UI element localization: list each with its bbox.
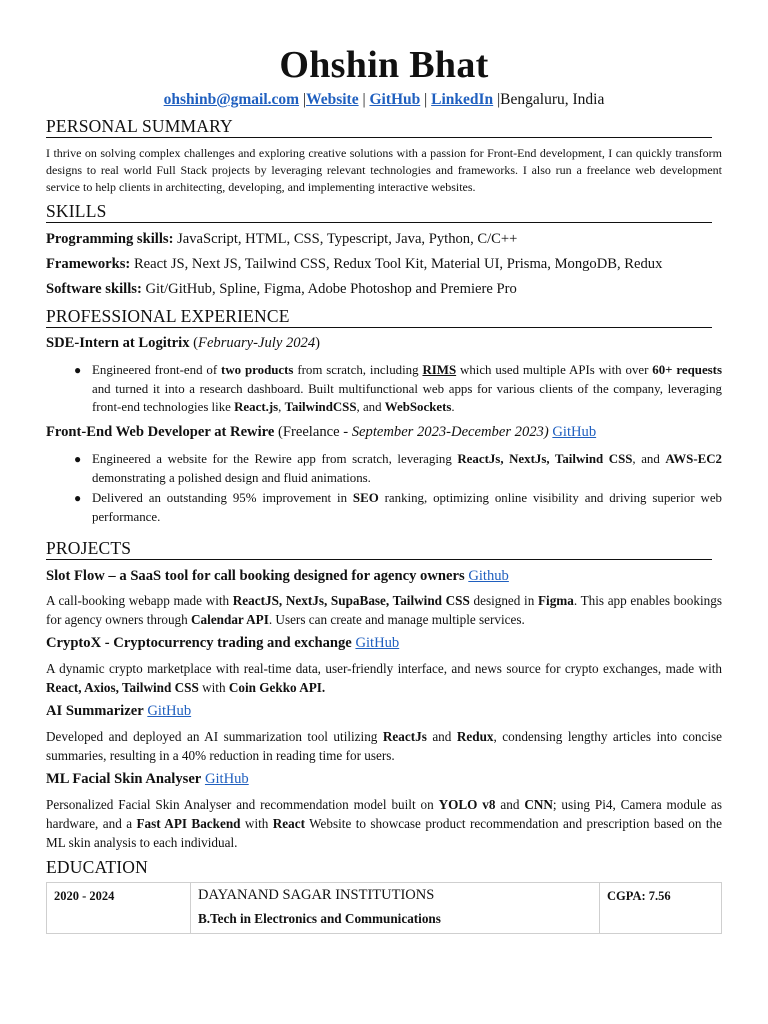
skill-label: Software skills: — [46, 281, 142, 297]
emphasis: TailwindCSS — [284, 400, 357, 414]
bullet-rewire-1 — [74, 450, 722, 487]
website-link[interactable]: Website — [306, 91, 359, 108]
emphasis: AWS-EC2 — [665, 452, 722, 466]
location: Bengaluru, India — [500, 91, 605, 108]
emphasis: WebSockets — [384, 400, 452, 414]
paren: ( — [189, 335, 199, 351]
text: . This app enables bookings for agency owners through — [46, 593, 722, 627]
section-heading-skills: SKILLS — [46, 201, 712, 223]
job-title: SDE-Intern at Logitrix — [46, 335, 190, 351]
skill-value: JavaScript, HTML, CSS, Typescript, Java, Python, C/C++ — [173, 231, 518, 247]
contact-line — [46, 89, 722, 111]
text: Website to showcase product recommendation and prescription based on the ML skin analysis to each individual. — [46, 816, 722, 850]
skill-value: React JS, Next JS, Tailwind CSS, Redux Tool Kit, Material UI, Prisma, MongoDB, Redux — [130, 256, 663, 272]
emphasis: ReactJs, NextJs, Tailwind CSS — [457, 452, 633, 466]
text: from scratch, including — [293, 363, 423, 377]
education-institution: DAYANAND SAGAR INSTITUTIONS — [198, 887, 435, 903]
project-title: Slot Flow – a SaaS tool for call booking designed for agency owners — [46, 568, 465, 584]
bullet-rewire-2 — [74, 489, 722, 526]
project-title-skin-analyser — [46, 769, 249, 789]
emphasis: Fast API Backend — [136, 816, 241, 831]
text: designed in — [469, 593, 538, 608]
rewire-github-link[interactable]: GitHub — [552, 424, 597, 440]
project-link[interactable]: Github — [468, 568, 509, 584]
emphasis: YOLO v8 — [438, 797, 496, 812]
project-title-slotflow — [46, 566, 509, 586]
emphasis: React — [272, 816, 305, 831]
text: and — [426, 729, 457, 744]
job-title-logitrix — [46, 333, 320, 353]
linkedin-link[interactable]: LinkedIn — [431, 91, 494, 108]
emphasis: Calendar API — [191, 612, 269, 627]
skill-value: Git/GitHub, Spline, Figma, Adobe Photoshop and Premiere Pro — [141, 281, 517, 297]
project-desc-summarizer — [46, 727, 722, 765]
summary-text: I thrive on solving complex challenges and exploring creative solutions with a passion for Front-End development, I can quickly transform designs to real world Full Stack projects by leveraging relevant technologies and frameworks. I also run a freelance web development service to help clients in architecting, developing, and implementing interactive websites. — [46, 146, 722, 194]
emphasis: 60+ requests — [652, 363, 722, 377]
emphasis: React, Axios, Tailwind CSS — [46, 680, 199, 695]
text: which used multiple APIs with over — [456, 363, 653, 377]
project-desc-slotflow — [46, 591, 722, 629]
skill-frameworks — [46, 254, 662, 274]
emphasis: RIMS — [422, 363, 457, 377]
text: , and — [632, 452, 666, 466]
freelance: (Freelance - — [274, 424, 352, 440]
project-title-cryptox — [46, 633, 399, 653]
text: with — [198, 680, 229, 695]
section-heading-projects: PROJECTS — [46, 538, 712, 560]
bullet-icon: ● — [74, 491, 82, 505]
job-dates: February-July 2024 — [198, 335, 316, 351]
text: Engineered front-end of — [92, 363, 222, 377]
section-heading-summary: PERSONAL SUMMARY — [46, 116, 712, 138]
emphasis: ReactJS, NextJs, SupaBase, Tailwind CSS — [232, 593, 470, 608]
project-link[interactable]: GitHub — [204, 771, 249, 787]
emphasis: Coin Gekko API. — [228, 680, 326, 695]
project-title: CryptoX - Cryptocurrency trading and exchange — [46, 635, 352, 651]
bullet-icon: ● — [74, 363, 82, 377]
education-cgpa-cell — [600, 883, 721, 933]
text: A dynamic crypto marketplace with real-time data, user-friendly interface, and news source for crypto exchanges, made with — [46, 661, 722, 676]
separator: | — [420, 91, 432, 108]
education-cgpa: CGPA: 7.56 — [607, 889, 671, 903]
education-table — [46, 882, 722, 934]
education-degree: B.Tech in Electronics and Communications — [198, 911, 441, 926]
project-desc-cryptox — [46, 659, 722, 697]
text: A call-booking webapp made with — [46, 593, 233, 608]
paren: ) — [315, 335, 321, 351]
emphasis: Figma — [537, 593, 574, 608]
candidate-name: Ohshin Bhat — [279, 44, 489, 86]
emphasis: ReactJs — [382, 729, 427, 744]
emphasis: CNN — [524, 797, 553, 812]
skill-label: Programming skills: — [46, 231, 174, 247]
text: and — [495, 797, 525, 812]
job-dates: September 2023-December 2023) — [351, 424, 549, 440]
section-heading-education: EDUCATION — [46, 857, 148, 877]
project-desc-skin-analyser — [46, 795, 722, 852]
separator: | — [299, 91, 307, 108]
email-link[interactable]: ohshinb@gmail.com — [163, 91, 300, 108]
emphasis: Redux — [456, 729, 494, 744]
separator: | — [358, 91, 370, 108]
text: ; using Pi4, Camera module as hardware, and a — [46, 797, 722, 831]
skill-programming — [46, 229, 517, 249]
project-link[interactable]: GitHub — [355, 635, 400, 651]
skill-software — [46, 279, 517, 299]
project-title: AI Summarizer — [46, 703, 144, 719]
text: Engineered a website for the Rewire app from scratch, leveraging — [92, 452, 458, 466]
github-link[interactable]: GitHub — [369, 91, 421, 108]
section-heading-experience: PROFESSIONAL EXPERIENCE — [46, 306, 712, 328]
text: . Users can create and manage multiple services. — [268, 612, 525, 627]
text: , and — [356, 400, 385, 414]
emphasis: SEO — [352, 491, 379, 505]
text: , condensing lengthy articles into concise summaries, resulting in a 40% reduction in reading time for users. — [46, 729, 723, 763]
text: demonstrating a polished design and fluid animations. — [92, 470, 371, 485]
text: Developed and deployed an AI summarization tool utilizing — [46, 729, 383, 744]
text: with — [240, 816, 273, 831]
bullet-logitrix-1 — [74, 361, 722, 417]
skill-label: Frameworks: — [46, 256, 131, 272]
text: . — [451, 400, 455, 414]
emphasis: two products — [221, 363, 294, 377]
project-title-summarizer — [46, 701, 191, 721]
emphasis: React.js — [234, 400, 279, 414]
education-institution-cell — [191, 883, 600, 933]
job-title-rewire — [46, 422, 596, 442]
text: , — [278, 400, 285, 414]
separator: | — [493, 91, 501, 108]
project-link[interactable]: GitHub — [147, 703, 192, 719]
education-years: 2020 - 2024 — [54, 889, 115, 903]
bullet-icon: ● — [74, 452, 82, 466]
text: ranking, optimizing online visibility and driving superior web performance. — [92, 491, 722, 524]
education-years-cell — [47, 883, 191, 933]
job-title: Front-End Web Developer at Rewire — [46, 424, 275, 440]
text: Personalized Facial Skin Analyser and recommendation model built on — [46, 797, 439, 812]
text: and turned it into a research dashboard. Built multifunctional web apps for various clients of the company, leveraging front-end technologies like — [92, 381, 722, 414]
project-title: ML Facial Skin Analyser — [46, 771, 202, 787]
text: Delivered an outstanding 95% improvement in — [92, 491, 353, 505]
